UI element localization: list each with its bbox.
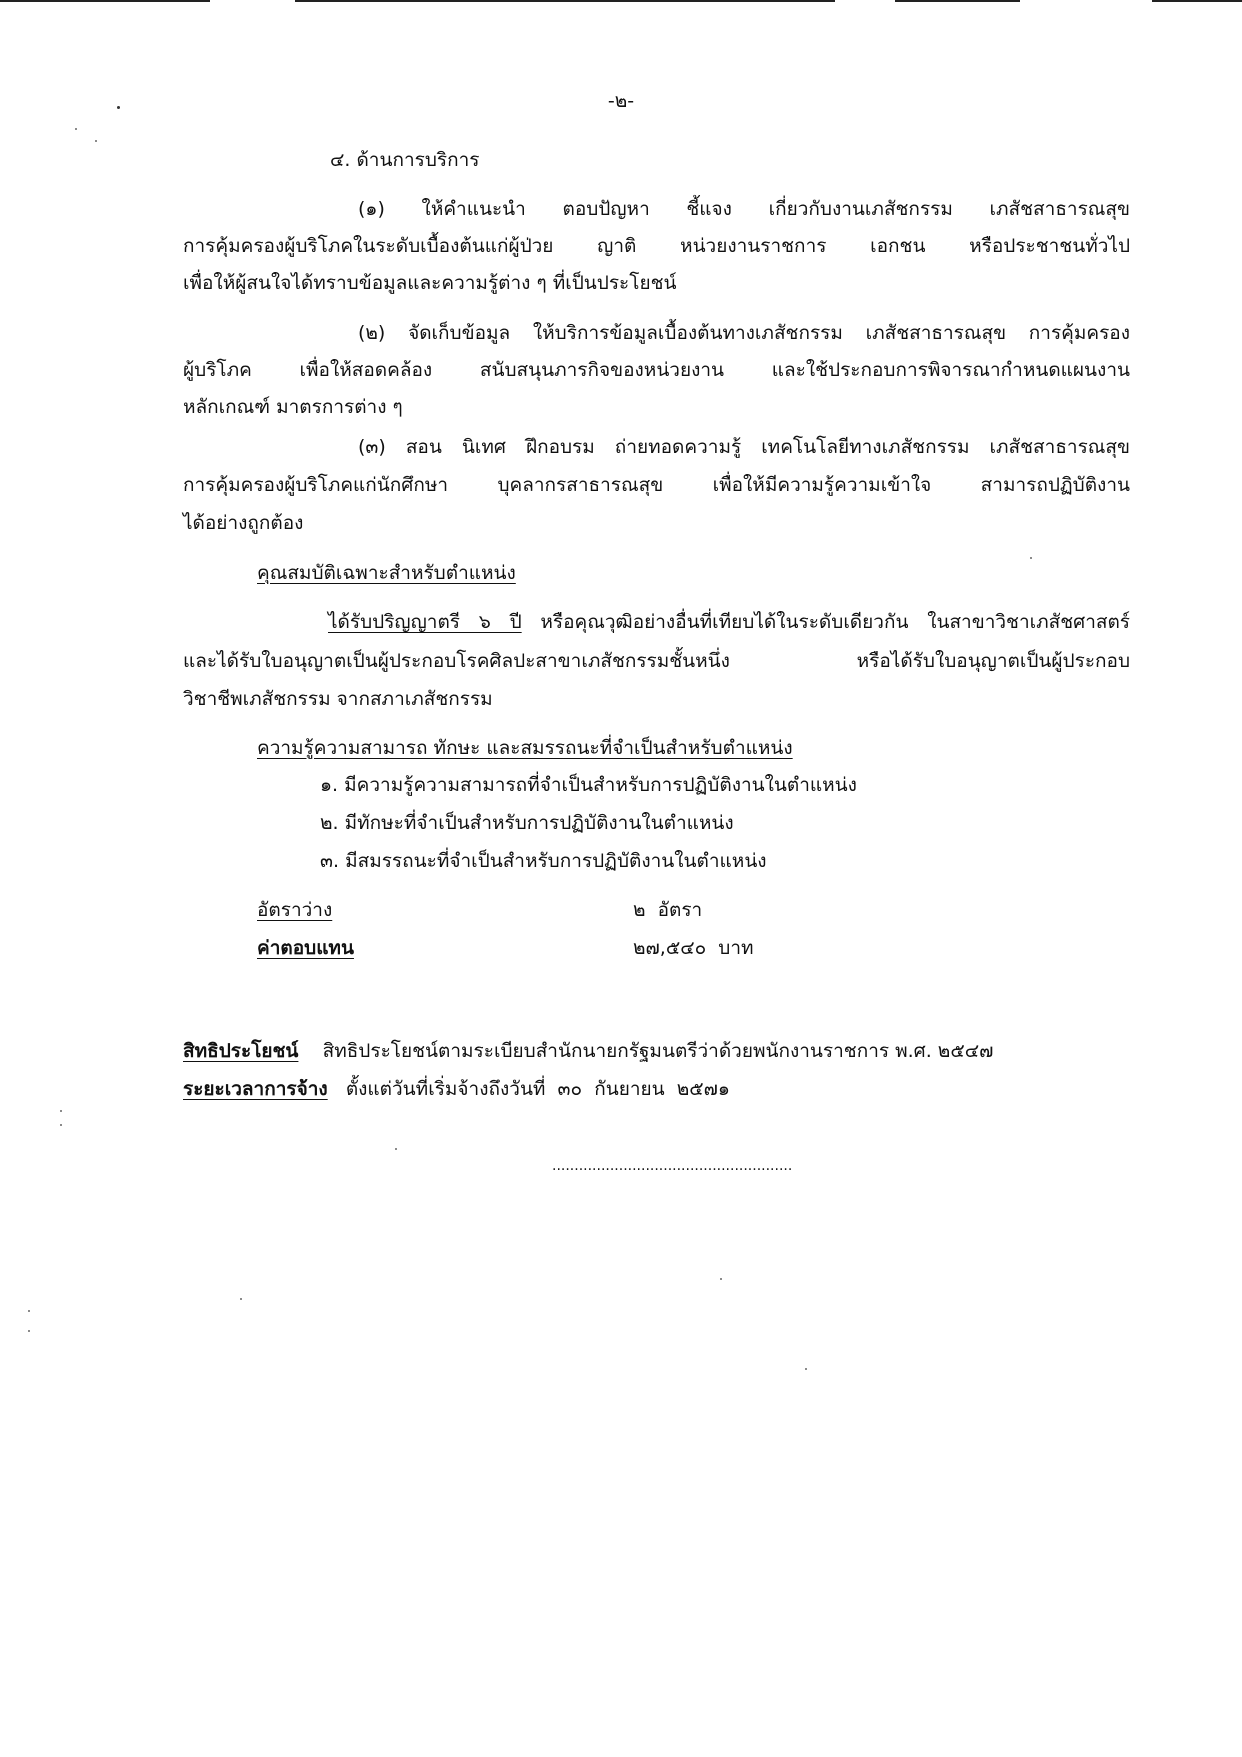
item3-line1: (๓) สอน นิเทศ ฝึกอบรม ถ่ายทอดความรู้ เทคโนโลยีทางเภสัชกรรม เภสัชสาธารณสุข (358, 436, 1130, 458)
employment-period-row (183, 1076, 730, 1102)
scan-speck (60, 1124, 62, 1126)
item2-line2: ผู้บริโภค เพื่อให้สอดคล้อง สนับสนุนภารกิจของหน่วยงาน และใช้ประกอบการพิจารณากำหนดแผนงาน (183, 359, 1130, 381)
item3-line3: ได้อย่างถูกต้อง (183, 512, 304, 534)
competency-item-3: ๓. มีสมรรถนะที่จำเป็นสำหรับการปฏิบัติงานในตำแหน่ง (320, 850, 767, 872)
item1-line2: การคุ้มครองผู้บริโภคในระดับเบื้องต้นแก่ผู้ป่วย ญาติ หน่วยงานราชการ เอกชน หรือประชาชนทั่วไป (183, 235, 1130, 257)
scan-speck (95, 140, 97, 142)
salary-label: ค่าตอบแทน (257, 937, 354, 959)
degree-requirement: ได้รับปริญญาตรี ๖ ปี (328, 611, 522, 633)
item3-line2: การคุ้มครองผู้บริโภคแก่นักศึกษา บุคลากรสาธารณสุข เพื่อให้มีความรู้ความเข้าใจ สามารถปฏิบัติงาน (183, 474, 1130, 496)
benefits-label: สิทธิประโยชน์ (183, 1040, 299, 1062)
employment-period-text: ตั้งแต่วันที่เริ่มจ้างถึงวันที่ ๓๐ กันยายน ๒๕๗๑ (345, 1078, 730, 1100)
scan-speck (720, 1278, 722, 1280)
scan-speck (75, 128, 77, 130)
salary-value: ๒๗,๕๔๐ บาท (633, 937, 754, 959)
section-heading: ๔. ด้านการบริการ (330, 149, 480, 171)
benefits-row (183, 1038, 993, 1064)
scan-edge-mark (295, 0, 835, 2)
benefits-text: สิทธิประโยชน์ตามระเบียบสำนักนายกรัฐมนตรีว่าด้วยพนักงานราชการ พ.ศ. ๒๕๔๗ (322, 1040, 994, 1062)
scan-speck (395, 1148, 397, 1150)
qualifications-line1-rest: หรือคุณวุฒิอย่างอื่นที่เทียบได้ในระดับเดียวกัน ในสาขาวิชาเภสัชศาสตร์ (521, 611, 1130, 633)
scan-speck (805, 1368, 807, 1370)
competency-item-1: ๑. มีความรู้ความสามารถที่จำเป็นสำหรับการปฏิบัติงานในตำแหน่ง (320, 774, 857, 796)
competency-heading: ความรู้ความสามารถ ทักษะ และสมรรถนะที่จำเป็นสำหรับตำแหน่ง (257, 737, 793, 759)
scan-speck (60, 1110, 62, 1112)
scan-edge-mark (1152, 0, 1242, 2)
item1-line1: (๑) ให้คำแนะนำ ตอบปัญหา ชี้แจง เกี่ยวกับงานเภสัชกรรม เภสัชสาธารณสุข (358, 198, 1130, 220)
vacancy-label: อัตราว่าง (257, 899, 333, 921)
qualifications-line3: วิชาชีพเภสัชกรรม จากสภาเภสัชกรรม (183, 688, 493, 710)
scan-speck (28, 1330, 30, 1332)
scan-speck (28, 1310, 30, 1312)
qualifications-heading: คุณสมบัติเฉพาะสำหรับตำแหน่ง (257, 562, 516, 584)
scan-edge-mark (0, 0, 210, 2)
vacancy-value: ๒ อัตรา (633, 899, 703, 921)
competency-item-2: ๒. มีทักษะที่จำเป็นสำหรับการปฏิบัติงานในตำแหน่ง (320, 812, 734, 834)
item1-line3: เพื่อให้ผู้สนใจได้ทราบข้อมูลและความรู้ต่าง ๆ ที่เป็นประโยชน์ (183, 272, 677, 294)
scan-edge-mark (895, 0, 1020, 2)
page-number: -๒- (607, 90, 635, 112)
employment-period-label: ระยะเวลาการจ้าง (183, 1078, 328, 1100)
item2-line3: หลักเกณฑ์ มาตรการต่าง ๆ (183, 396, 403, 418)
qualifications-line1 (328, 609, 1130, 635)
scan-speck (1030, 557, 1032, 559)
end-of-document-marker: ...................................................... (552, 1158, 793, 1174)
item2-line1: (๒) จัดเก็บข้อมูล ให้บริการข้อมูลเบื้องต้นทางเภสัชกรรม เภสัชสาธารณสุข การคุ้มครอง (358, 322, 1130, 344)
qualifications-line2: และได้รับใบอนุญาตเป็นผู้ประกอบโรคศิลปะสาขาเภสัชกรรมชั้นหนึ่ง หรือได้รับใบอนุญาตเป็นผู้ประกอบ (183, 650, 1130, 672)
scan-speck (240, 1298, 242, 1300)
